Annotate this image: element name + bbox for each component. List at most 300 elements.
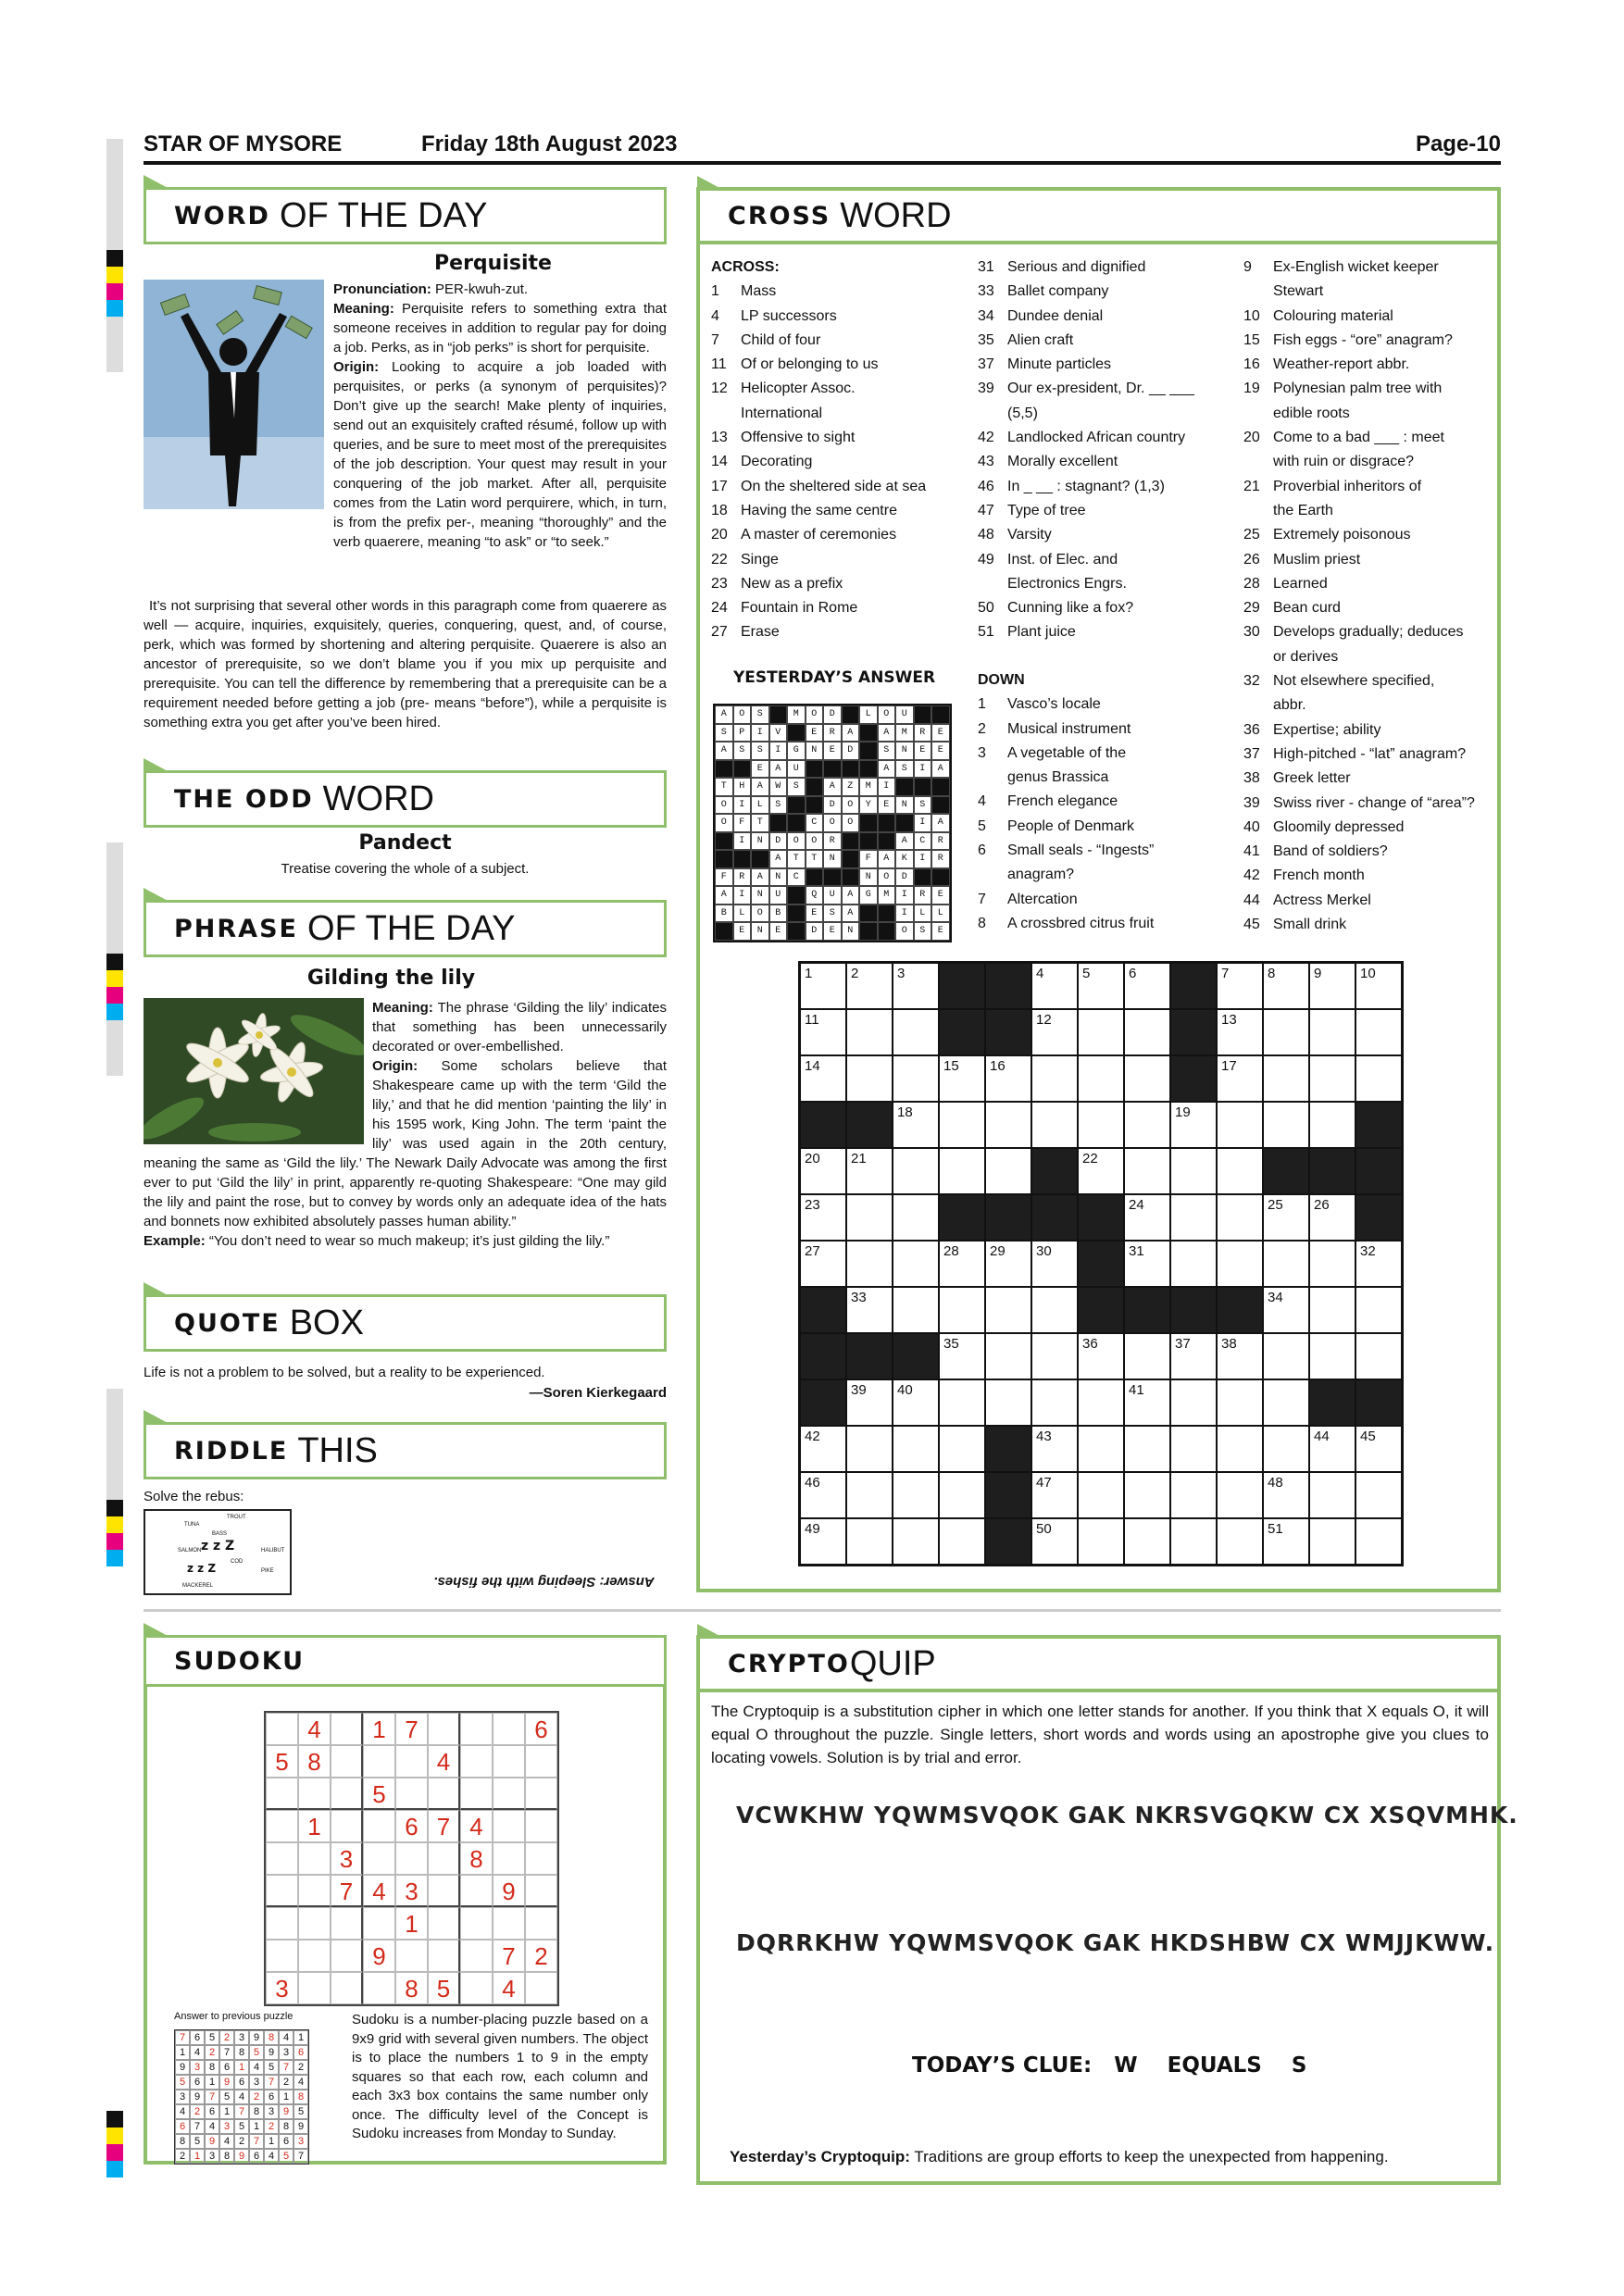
crossword-cell[interactable]: [1217, 1241, 1263, 1287]
prev-sudoku-cell: 9: [219, 2075, 234, 2090]
crossword-cell[interactable]: 44: [1309, 1426, 1355, 1472]
crossword-cell[interactable]: 11: [800, 1009, 846, 1055]
sudoku-cell[interactable]: [266, 1778, 298, 1810]
crossword-cell[interactable]: [1078, 1379, 1124, 1426]
crossword-cell[interactable]: [939, 1472, 985, 1518]
crossword-cell[interactable]: 30: [1031, 1241, 1078, 1287]
answer-cell: F: [715, 868, 733, 887]
black-square: [800, 1287, 846, 1333]
crossword-cell[interactable]: 14: [800, 1055, 846, 1102]
answer-cell: R: [931, 832, 950, 851]
sudoku-cell[interactable]: [460, 1713, 493, 1745]
crossword-cell[interactable]: [893, 1426, 939, 1472]
clue-number: 30: [1243, 624, 1260, 641]
crossword-cell[interactable]: [1217, 1426, 1263, 1472]
crossword-cell[interactable]: 46: [800, 1472, 846, 1518]
crossword-cell[interactable]: 19: [1170, 1102, 1217, 1148]
crossword-cell[interactable]: [939, 1518, 985, 1565]
crossword-cell[interactable]: [1124, 1055, 1170, 1102]
black-square: [842, 868, 860, 887]
sudoku-cell[interactable]: [493, 1907, 525, 1940]
crossword-cell[interactable]: 41: [1124, 1379, 1170, 1426]
clue: [1243, 864, 1493, 888]
meaning-label: Meaning:: [333, 301, 394, 317]
crossword-cell[interactable]: 12: [1031, 1009, 1078, 1055]
crossword-cell[interactable]: 36: [1078, 1333, 1124, 1379]
sudoku-cell[interactable]: 3: [331, 1842, 363, 1875]
crossword-cell[interactable]: 22: [1078, 1148, 1124, 1194]
clue-number: 32: [1243, 673, 1260, 690]
crossword-cell[interactable]: [893, 1194, 939, 1241]
title-small: CRYPTO: [728, 1649, 850, 1678]
crossword-cell[interactable]: 7: [1217, 963, 1263, 1009]
sudoku-cell[interactable]: [460, 1940, 493, 1972]
crossword-cell[interactable]: [1170, 1426, 1217, 1472]
clue: [1243, 329, 1493, 353]
crossword-cell[interactable]: 23: [800, 1194, 846, 1241]
crossword-cell[interactable]: 2: [846, 963, 893, 1009]
crossword-cell[interactable]: 26: [1309, 1194, 1355, 1241]
title-large: BOX: [289, 1303, 364, 1342]
sudoku-cell[interactable]: 1: [298, 1810, 331, 1842]
answer-cell: R: [914, 724, 932, 742]
sudoku-cell[interactable]: [493, 1745, 525, 1778]
crossword-cell[interactable]: [1355, 1287, 1402, 1333]
sudoku-cell[interactable]: [395, 1745, 428, 1778]
crossword-cell[interactable]: [1031, 1102, 1078, 1148]
black-square: [787, 796, 806, 815]
clue-text: Extremely poisonous: [1273, 527, 1411, 543]
crossword-cell[interactable]: [1217, 1194, 1263, 1241]
sudoku-cell[interactable]: [493, 1810, 525, 1842]
prev-sudoku-cell: 4: [264, 2149, 279, 2164]
crossword-cell[interactable]: [1263, 1102, 1309, 1148]
crossword-cell[interactable]: [1031, 1333, 1078, 1379]
crossword-cell[interactable]: [1355, 1333, 1402, 1379]
black-square: [842, 850, 860, 868]
crossword-grid[interactable]: [798, 961, 1404, 1566]
sudoku-cell[interactable]: [298, 1972, 331, 2004]
crossword-cell[interactable]: [1309, 1518, 1355, 1565]
clue-text: Band of soldiers?: [1273, 843, 1388, 860]
crossword-cell[interactable]: [1078, 1102, 1124, 1148]
crossword-cell[interactable]: [985, 1379, 1031, 1426]
crossword-cell[interactable]: 1: [800, 963, 846, 1009]
rebus-word: HALIBUT: [261, 1548, 285, 1554]
crossword-cell[interactable]: [939, 1379, 985, 1426]
crossword-cell[interactable]: 20: [800, 1148, 846, 1194]
crossword-cell[interactable]: [985, 1148, 1031, 1194]
clue-text: Small seals - “Ingests”: [1007, 842, 1155, 859]
crossword-cell[interactable]: [1263, 1426, 1309, 1472]
black-square: [931, 868, 950, 887]
sudoku-cell[interactable]: 6: [395, 1810, 428, 1842]
sudoku-cell[interactable]: [331, 1907, 363, 1940]
black-square: [985, 1518, 1031, 1565]
crossword-cell[interactable]: 37: [1170, 1333, 1217, 1379]
sudoku-cell[interactable]: [428, 1842, 460, 1875]
crossword-cell[interactable]: [846, 1055, 893, 1102]
crossword-cell[interactable]: [893, 1148, 939, 1194]
crossword-cell[interactable]: 49: [800, 1518, 846, 1565]
clue-text: Landlocked African country: [1007, 430, 1186, 446]
sudoku-cell[interactable]: [331, 1940, 363, 1972]
sudoku-cell[interactable]: [331, 1972, 363, 2004]
crossword-cell[interactable]: [1124, 1333, 1170, 1379]
prev-sudoku-cell: 8: [294, 2090, 308, 2104]
title-small: RIDDLE: [174, 1436, 289, 1466]
crossword-cell[interactable]: [1309, 1055, 1355, 1102]
crossword-cell[interactable]: 28: [939, 1241, 985, 1287]
sudoku-cell[interactable]: [298, 1842, 331, 1875]
crossword-cell[interactable]: 32: [1355, 1241, 1402, 1287]
answer-cell: O: [715, 796, 733, 815]
crossword-cell[interactable]: [985, 1287, 1031, 1333]
sudoku-cell[interactable]: [331, 1713, 363, 1745]
crossword-cell[interactable]: [1170, 1194, 1217, 1241]
crossword-cell[interactable]: [1078, 1009, 1124, 1055]
clue-number: 25: [1243, 527, 1260, 543]
answer-cell: C: [787, 868, 806, 887]
sudoku-cell[interactable]: [460, 1875, 493, 1907]
sudoku-cell[interactable]: [266, 1713, 298, 1745]
black-square: [1309, 1379, 1355, 1426]
crossword-cell[interactable]: 17: [1217, 1055, 1263, 1102]
crossword-cell[interactable]: 3: [893, 963, 939, 1009]
crossword-cell[interactable]: [1263, 1241, 1309, 1287]
answer-cell: N: [859, 868, 878, 887]
sudoku-cell[interactable]: [428, 1778, 460, 1810]
crossword-cell[interactable]: [1031, 1287, 1078, 1333]
crossword-cell[interactable]: [893, 1009, 939, 1055]
sudoku-cell[interactable]: [493, 1713, 525, 1745]
crossword-cell[interactable]: 34: [1263, 1287, 1309, 1333]
crossword-cell[interactable]: [1309, 1333, 1355, 1379]
clue-list: [978, 693, 1228, 936]
answer-cell: A: [751, 778, 769, 796]
crossword-cell[interactable]: [1217, 1472, 1263, 1518]
sudoku-cell[interactable]: [460, 1907, 493, 1940]
crossword-cell[interactable]: 24: [1124, 1194, 1170, 1241]
crossword-cell[interactable]: [1124, 1472, 1170, 1518]
crossword-cell[interactable]: [893, 1472, 939, 1518]
sudoku-cell[interactable]: 7: [395, 1713, 428, 1745]
sudoku-grid[interactable]: [264, 1711, 559, 2006]
crossword-cell[interactable]: 39: [846, 1379, 893, 1426]
clue-text: with ruin or disgrace?: [1273, 454, 1415, 470]
answer-cell: A: [842, 886, 860, 905]
sudoku-cell[interactable]: [266, 1940, 298, 1972]
answer-cell: L: [931, 905, 950, 923]
prev-sudoku-cell: 6: [279, 2134, 294, 2149]
crossword-cell[interactable]: [939, 1148, 985, 1194]
crossword-cell[interactable]: 31: [1124, 1241, 1170, 1287]
crossword-cell[interactable]: [1170, 1148, 1217, 1194]
crossword-cell[interactable]: [1217, 1518, 1263, 1565]
clue-number: 51: [978, 624, 994, 641]
crossword-cell[interactable]: [1031, 1055, 1078, 1102]
sudoku-cell[interactable]: 7: [428, 1810, 460, 1842]
sudoku-cell[interactable]: [363, 1907, 395, 1940]
crossword-cell[interactable]: 29: [985, 1241, 1031, 1287]
crossword-cell[interactable]: [1078, 1426, 1124, 1472]
crossword-cell[interactable]: 16: [985, 1055, 1031, 1102]
crossword-cell[interactable]: [1263, 1009, 1309, 1055]
crossword-cell[interactable]: 38: [1217, 1333, 1263, 1379]
crossword-cell[interactable]: 35: [939, 1333, 985, 1379]
sudoku-cell[interactable]: [266, 1875, 298, 1907]
sudoku-cell[interactable]: 5: [363, 1778, 395, 1810]
crossword-cell[interactable]: [939, 1102, 985, 1148]
sudoku-cell[interactable]: [298, 1907, 331, 1940]
crossword-cell[interactable]: [1124, 1102, 1170, 1148]
crossword-cell[interactable]: 27: [800, 1241, 846, 1287]
sudoku-cell[interactable]: [331, 1745, 363, 1778]
crossword-cell[interactable]: 4: [1031, 963, 1078, 1009]
answer-cell: T: [715, 778, 733, 796]
sudoku-cell[interactable]: [428, 1940, 460, 1972]
sudoku-cell[interactable]: 8: [298, 1745, 331, 1778]
answer-cell: H: [733, 778, 752, 796]
black-square: [769, 705, 788, 724]
prev-sudoku-cell: 7: [249, 2134, 264, 2149]
crossword-cell[interactable]: [1170, 1518, 1217, 1565]
crossword-cell[interactable]: 5: [1078, 963, 1124, 1009]
origin-label: Origin:: [333, 359, 380, 375]
sudoku-cell[interactable]: 1: [395, 1907, 428, 1940]
crossword-cell[interactable]: [985, 1333, 1031, 1379]
sudoku-cell[interactable]: 8: [460, 1842, 493, 1875]
answer-cell: Z: [842, 778, 860, 796]
answer-cell: A: [878, 724, 896, 742]
sudoku-cell[interactable]: [395, 1778, 428, 1810]
crossword-cell[interactable]: [1309, 1287, 1355, 1333]
answer-cell: E: [914, 742, 932, 760]
clue: [1243, 548, 1493, 572]
clue: [1243, 816, 1493, 840]
crossword-cell[interactable]: [1078, 1055, 1124, 1102]
sudoku-cell[interactable]: [298, 1875, 331, 1907]
sudoku-cell[interactable]: 3: [266, 1972, 298, 2004]
riddle-prompt: Solve the rebus:: [144, 1489, 244, 1504]
crossword-cell[interactable]: [846, 1009, 893, 1055]
sudoku-cell[interactable]: 4: [363, 1875, 395, 1907]
black-square: [715, 760, 733, 779]
crossword-cell[interactable]: 51: [1263, 1518, 1309, 1565]
crossword-cell[interactable]: 45: [1355, 1426, 1402, 1472]
crossword-cell[interactable]: 42: [800, 1426, 846, 1472]
clue-text: Plant juice: [1007, 624, 1076, 641]
sudoku-cell[interactable]: 5: [428, 1972, 460, 2004]
sudoku-cell[interactable]: [460, 1745, 493, 1778]
answer-cell: A: [931, 760, 950, 779]
sudoku-cell[interactable]: [395, 1842, 428, 1875]
answer-cell: D: [895, 868, 914, 887]
sudoku-cell[interactable]: [331, 1810, 363, 1842]
crossword-cell[interactable]: 40: [893, 1379, 939, 1426]
sudoku-cell[interactable]: 4: [493, 1972, 525, 2004]
crossword-cell[interactable]: 10: [1355, 963, 1402, 1009]
black-square: [859, 814, 878, 832]
crossword-cell[interactable]: [846, 1241, 893, 1287]
crossword-cell[interactable]: [1263, 1333, 1309, 1379]
crossword-cell[interactable]: 6: [1124, 963, 1170, 1009]
black-square: [1170, 1055, 1217, 1102]
crossword-cell[interactable]: [1078, 1472, 1124, 1518]
crossword-cell[interactable]: [985, 1102, 1031, 1148]
sudoku-cell[interactable]: [525, 1778, 557, 1810]
crossword-cell[interactable]: 13: [1217, 1009, 1263, 1055]
sudoku-cell[interactable]: [428, 1713, 460, 1745]
sudoku-cell[interactable]: [525, 1907, 557, 1940]
clue-number: 46: [978, 478, 994, 494]
crossword-cell[interactable]: 50: [1031, 1518, 1078, 1565]
crossword-cell[interactable]: 33: [846, 1287, 893, 1333]
crossword-cell[interactable]: [1217, 1102, 1263, 1148]
crossword-cell[interactable]: 18: [893, 1102, 939, 1148]
answer-cell: D: [806, 922, 824, 941]
crossword-cell[interactable]: [1217, 1379, 1263, 1426]
sudoku-cell[interactable]: 9: [493, 1875, 525, 1907]
crossword-cell[interactable]: [893, 1055, 939, 1102]
sudoku-cell[interactable]: [428, 1875, 460, 1907]
sudoku-cell[interactable]: [525, 1875, 557, 1907]
crossword-cell[interactable]: [1355, 1055, 1402, 1102]
crossword-cell[interactable]: [1124, 1426, 1170, 1472]
sudoku-cell[interactable]: [525, 1810, 557, 1842]
sudoku-cell[interactable]: [363, 1842, 395, 1875]
title-large: OF THE DAY: [279, 195, 488, 235]
clue: [1243, 767, 1493, 791]
down-clues-col2: [1243, 256, 1493, 937]
clue-text: Serious and dignified: [1007, 259, 1146, 275]
phrase-of-the-day-title: [144, 900, 667, 957]
crossword-cell[interactable]: [846, 1194, 893, 1241]
prev-sudoku-cell: 4: [175, 2104, 190, 2119]
clue-number: 29: [1243, 600, 1260, 617]
origin-text: Some scholars believe that Shakespeare came up with the term ‘Gild the lily,’ and that he did mention ‘painting the lily’ in his 1595 work, King John. The term ‘paint the lily’ was used again in the 20th century, meaning the same as ‘Gild the lily.’ The Newark Daily Advocate was among the first ever to put ‘Gild the lily’ in print, apparently re-quoting Shakespeare: “One may gild the lily and paint the rose, but to convey by words only an adequate idea of the hats and bonnets now exhibited absolutely passes human ability.”: [144, 1058, 667, 1229]
black-square: [823, 760, 842, 779]
answer-cell: D: [823, 796, 842, 815]
sudoku-cell[interactable]: [525, 1972, 557, 2004]
rebus-word: COD: [231, 1559, 244, 1565]
clue: [1243, 913, 1493, 937]
crossword-cell[interactable]: [939, 1287, 985, 1333]
sudoku-cell[interactable]: [363, 1745, 395, 1778]
crossword-cell[interactable]: [1031, 1379, 1078, 1426]
crossword-cell[interactable]: [1309, 1102, 1355, 1148]
sudoku-cell[interactable]: [298, 1940, 331, 1972]
clue-number: 47: [978, 502, 994, 518]
sudoku-cell[interactable]: [525, 1745, 557, 1778]
crossword-cell[interactable]: [846, 1472, 893, 1518]
crossword-cell[interactable]: 8: [1263, 963, 1309, 1009]
crossword-cell[interactable]: [893, 1518, 939, 1565]
clue: [978, 256, 1218, 280]
crossword-cell[interactable]: [1263, 1055, 1309, 1102]
prev-sudoku-cell: 6: [294, 2045, 308, 2060]
crossword-cell[interactable]: [893, 1287, 939, 1333]
crossword-cell[interactable]: 15: [939, 1055, 985, 1102]
sudoku-cell[interactable]: 2: [525, 1940, 557, 1972]
crossword-cell[interactable]: [1355, 1472, 1402, 1518]
crossword-cell[interactable]: [1355, 1009, 1402, 1055]
sudoku-cell[interactable]: [525, 1842, 557, 1875]
sudoku-cell[interactable]: [363, 1810, 395, 1842]
crossword-cell[interactable]: [1124, 1148, 1170, 1194]
crossword-cell[interactable]: [1309, 1009, 1355, 1055]
answer-cell: A: [931, 814, 950, 832]
clue: [978, 523, 1218, 547]
answer-cell: T: [787, 850, 806, 868]
sudoku-cell[interactable]: [363, 1972, 395, 2004]
sudoku-cell[interactable]: 7: [493, 1940, 525, 1972]
sudoku-cell[interactable]: [266, 1907, 298, 1940]
wotd-para2: It’s not surprising that several other words in this paragraph come from quaerere as well — acquire, inquiries, exquisitely, queries, conquering, quest, and, of course, perk, which was formed by shortening and altering perquisite. Quaerere is also an ancestor of prerequisite, so we don’t blame you if you mix up perquisite and prerequisite. You can tell the difference by remembering that a prerequisite can be a requirement needed before getting a job (pre- means “before”), while a perquisite is something extra you get after you’ve been hired.: [144, 598, 667, 730]
black-square: [878, 922, 896, 941]
sudoku-cell[interactable]: 6: [525, 1713, 557, 1745]
crossword-cell[interactable]: [1263, 1379, 1309, 1426]
crossword-cell[interactable]: [1170, 1379, 1217, 1426]
sudoku-cell[interactable]: 7: [331, 1875, 363, 1907]
crossword-cell[interactable]: [1124, 1009, 1170, 1055]
sudoku-cell[interactable]: 8: [395, 1972, 428, 2004]
sudoku-cell[interactable]: [460, 1778, 493, 1810]
black-square: [859, 922, 878, 941]
crossword-cell[interactable]: [1170, 1241, 1217, 1287]
crossword-cell[interactable]: [1309, 1241, 1355, 1287]
sudoku-cell[interactable]: 4: [428, 1745, 460, 1778]
crossword-cell[interactable]: [1078, 1518, 1124, 1565]
sudoku-cell[interactable]: [493, 1778, 525, 1810]
crossword-cell[interactable]: [893, 1241, 939, 1287]
crossword-cell[interactable]: [1170, 1472, 1217, 1518]
sudoku-cell[interactable]: [298, 1778, 331, 1810]
crossword-cell[interactable]: [1355, 1518, 1402, 1565]
sudoku-cell[interactable]: 9: [363, 1940, 395, 1972]
black-square: [931, 796, 950, 815]
crossword-cell[interactable]: 48: [1263, 1472, 1309, 1518]
clue-number: 14: [711, 454, 728, 470]
crossword-cell[interactable]: 47: [1031, 1472, 1078, 1518]
crossword-cell[interactable]: 43: [1031, 1426, 1078, 1472]
crossword-cell[interactable]: 25: [1263, 1194, 1309, 1241]
sudoku-cell[interactable]: 1: [363, 1713, 395, 1745]
crossword-cell[interactable]: [939, 1426, 985, 1472]
sudoku-cell[interactable]: 4: [460, 1810, 493, 1842]
answer-cell: S: [751, 705, 769, 724]
black-square: [931, 778, 950, 796]
crossword-cell[interactable]: [846, 1426, 893, 1472]
sudoku-cell[interactable]: [266, 1810, 298, 1842]
crossword-cell[interactable]: [1217, 1148, 1263, 1194]
crossword-cell[interactable]: 9: [1309, 963, 1355, 1009]
crossword-cell[interactable]: 21: [846, 1148, 893, 1194]
crossword-cell[interactable]: [1124, 1518, 1170, 1565]
crossword-cell[interactable]: [1309, 1472, 1355, 1518]
clue-number: 5: [978, 817, 986, 834]
sudoku-cell[interactable]: [460, 1972, 493, 2004]
sudoku-cell[interactable]: [395, 1940, 428, 1972]
crossword-cell[interactable]: [846, 1518, 893, 1565]
sudoku-cell[interactable]: [331, 1778, 363, 1810]
sudoku-cell[interactable]: 5: [266, 1745, 298, 1778]
sudoku-cell[interactable]: 3: [395, 1875, 428, 1907]
sudoku-cell[interactable]: [266, 1842, 298, 1875]
sudoku-cell[interactable]: [493, 1842, 525, 1875]
sudoku-cell[interactable]: [428, 1907, 460, 1940]
sudoku-cell[interactable]: 4: [298, 1713, 331, 1745]
